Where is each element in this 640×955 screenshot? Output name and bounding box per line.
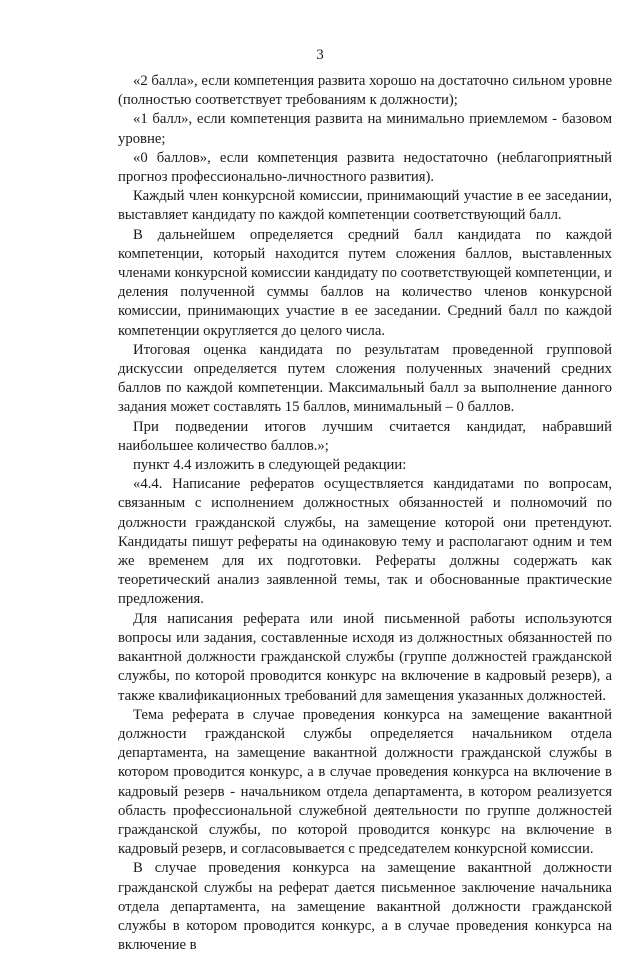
paragraph: «0 баллов», если компетенция развита недостаточно (неблагоприятный прогноз профессионально-личностного развития). xyxy=(118,149,612,186)
paragraph: В случае проведения конкурса на замещение вакантной должности гражданской службы на реферат дается письменное заключение начальника отдела департамента, на замещение вакантной должности гражданской службы в котором проводится конкурс, а в случае проведения конкурса на включение в xyxy=(118,860,612,954)
paragraph: Каждый член конкурсной комиссии, принимающий участие в ее заседании, выставляет кандидату по каждой компетенции соответствующий балл. xyxy=(118,188,612,224)
page-number: 3 xyxy=(316,47,324,63)
paragraph: Для написания реферата или иной письменной работы используются вопросы или задания, составленные исходя из должностных обязанностей по вакантной должности гражданской службы (группе должностей гражданской службы, по которой проводится конкурс на включение в кадровый резерв), а также квалификационных требований для замещения указанных должностей. xyxy=(118,610,612,704)
paragraph: «2 балла», если компетенция развита хорошо на достаточно сильном уровне (полностью соответствует требованиям к должности); xyxy=(118,73,612,109)
paragraph: пункт 4.4 изложить в следующей редакции: xyxy=(133,457,407,474)
paragraph: При подведении итогов лучшим считается кандидат, набравший наибольшее количество баллов.»; xyxy=(118,418,612,454)
paragraph: В дальнейшем определяется средний балл кандидата по каждой компетенции, который находится путем сложения баллов, выставленных членами конкурсной комиссии кандидату по соответствующей компетенции, и деления полученной суммы баллов на количество членов конкурсной комиссии, принимающих участие в ее заседании. Средний балл по каждой компетенции округляется до целого числа. xyxy=(118,226,612,339)
paragraph: «4.4. Написание рефератов осуществляется кандидатами по вопросам, связанным с исполнением должностных обязанностей и полномочий по должности гражданской службы, на замещение которой они претендуют. Кандидаты пишут рефераты на одинаковую тему и располагают одним и тем же временем для их подготовки. Рефераты должны содержать как теоретический анализ заявленной темы, так и обоснованные практические предложения. xyxy=(118,476,612,608)
document-body xyxy=(118,72,612,955)
paragraph: Итоговая оценка кандидата по результатам проведенной групповой дискуссии определяется путем сложения полученных значений средних баллов по каждой компетенции. Максимальный балл за выполнение данного задания может составлять 15 баллов, минимальный – 0 баллов. xyxy=(118,341,612,416)
paragraph: Тема реферата в случае проведения конкурса на замещение вакантной должности гражданской службы определяется начальником отдела департамента, на замещение вакантной должности гражданской службы в котором проводится конкурс, а в случае проведения конкурса на включение в кадровый резерв - начальником отдела департамента, в котором реализуется область профессиональной служебной деятельности по группе должностей гражданской службы, по которой проводится конкурс на включение в кадровый резерв, и согласовывается с председателем конкурсной комиссии. xyxy=(118,706,612,858)
paragraph: «1 балл», если компетенция развита на минимально приемлемом - базовом уровне; xyxy=(118,111,612,147)
